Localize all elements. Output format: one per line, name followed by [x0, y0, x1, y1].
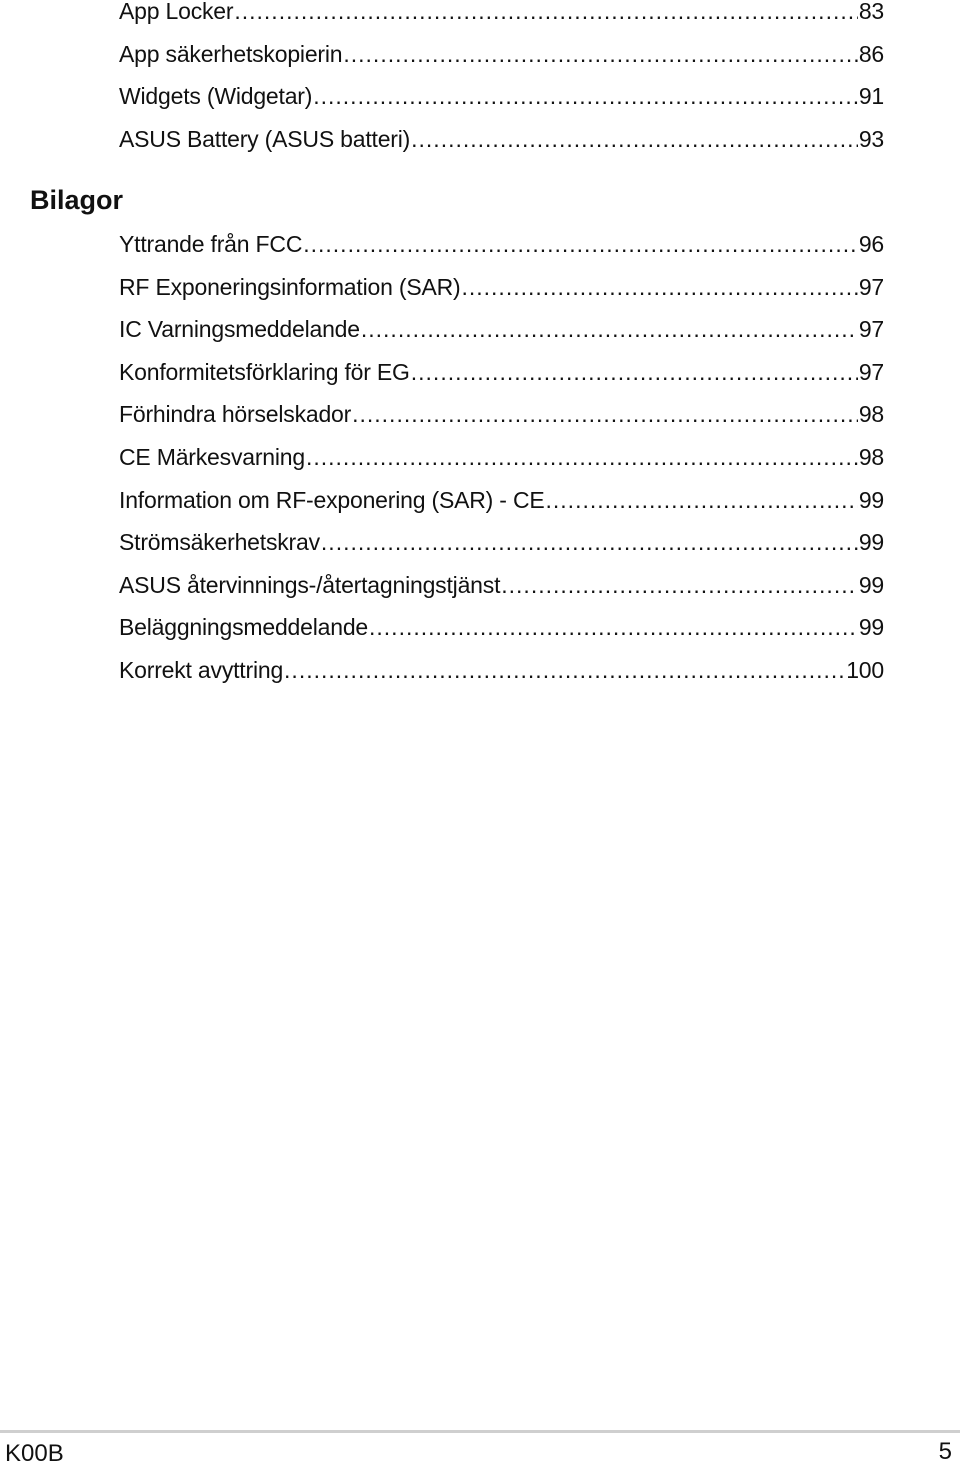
toc-entry-page: 100: [846, 656, 884, 683]
toc-entry-page: 91: [858, 83, 884, 110]
toc-entry-title: Korrekt avyttring: [119, 656, 284, 683]
footer-model-name: K00B: [5, 1440, 64, 1467]
toc-entry-page: 93: [858, 125, 884, 152]
toc-entry-page: 86: [858, 40, 884, 67]
toc-entry-title: App säkerhetskopierin: [119, 40, 343, 67]
toc-entry-page: 98: [858, 443, 884, 470]
toc-entry-page: 99: [858, 614, 884, 641]
toc-dot-leader: [546, 479, 858, 522]
toc-entry-page: 99: [858, 529, 884, 556]
toc-entry[interactable]: [119, 118, 884, 161]
toc-entry-title: RF Exponeringsinformation (SAR): [119, 273, 461, 300]
toc-entry-page: 97: [858, 316, 884, 343]
toc-entry[interactable]: [119, 521, 884, 564]
toc-entry[interactable]: [119, 564, 884, 607]
toc-entry[interactable]: [119, 606, 884, 649]
toc-entry-page: 99: [858, 571, 884, 598]
toc-entry-title: Beläggningsmeddelande: [119, 614, 369, 641]
toc-entry[interactable]: [119, 479, 884, 522]
toc-entry-page: 96: [858, 231, 884, 257]
toc-dot-leader: [284, 649, 845, 692]
toc-entry-title: App Locker: [119, 0, 234, 24]
toc-entry-page: 98: [858, 401, 884, 428]
toc-dot-leader: [352, 393, 858, 436]
toc-dot-leader: [343, 33, 857, 76]
toc-dot-leader: [369, 606, 858, 649]
toc-entry[interactable]: [119, 266, 884, 309]
toc-entry-title: ASUS återvinnings-/återtagningstjänst: [119, 571, 501, 598]
toc-dot-leader: [306, 436, 858, 479]
toc-dot-leader: [501, 564, 858, 607]
toc-entry-title: Yttrande från FCC: [119, 231, 303, 257]
toc-entry-title: ASUS Battery (ASUS batteri): [119, 125, 411, 152]
toc-entry[interactable]: [119, 223, 884, 266]
toc-entry-title: Strömsäkerhetskrav: [119, 529, 320, 556]
footer-divider: [0, 1430, 960, 1433]
toc-dot-leader: [361, 308, 858, 351]
toc-entry[interactable]: [119, 351, 884, 394]
toc-entry-title: Konformitetsförklaring för EG: [119, 358, 410, 385]
section-heading-bilagor: Bilagor: [30, 185, 124, 215]
toc-entry[interactable]: [119, 33, 884, 76]
toc-dot-leader: [321, 521, 858, 564]
toc-entry[interactable]: [119, 649, 884, 692]
toc-dot-leader: [303, 223, 858, 266]
toc-entry-title: CE Märkesvarning: [119, 443, 305, 470]
toc-list-bilagor: [119, 223, 884, 692]
toc-entry-title: Förhindra hörselskador: [119, 401, 352, 428]
toc-entry-title: IC Varningsmeddelande: [119, 316, 360, 343]
toc-entry-title: Widgets (Widgetar): [119, 83, 313, 110]
toc-dot-leader: [313, 75, 858, 118]
toc-dot-leader: [461, 266, 857, 309]
toc-entry[interactable]: [119, 393, 884, 436]
toc-entry-page: 97: [858, 358, 884, 385]
toc-entry[interactable]: [119, 308, 884, 351]
toc-dot-leader: [234, 0, 857, 33]
toc-entry[interactable]: [119, 75, 884, 118]
toc-list-top: [119, 0, 884, 160]
toc-entry-page: 99: [858, 486, 884, 513]
toc-entry[interactable]: [119, 436, 884, 479]
toc-entry[interactable]: [119, 0, 884, 33]
toc-entry-page: 97: [858, 273, 884, 300]
footer-page-number: 5: [938, 1438, 952, 1465]
toc-dot-leader: [411, 351, 858, 394]
toc-entry-page: 83: [858, 0, 884, 24]
toc-entry-title: Information om RF-exponering (SAR) - CE: [119, 486, 545, 513]
toc-dot-leader: [411, 118, 858, 161]
